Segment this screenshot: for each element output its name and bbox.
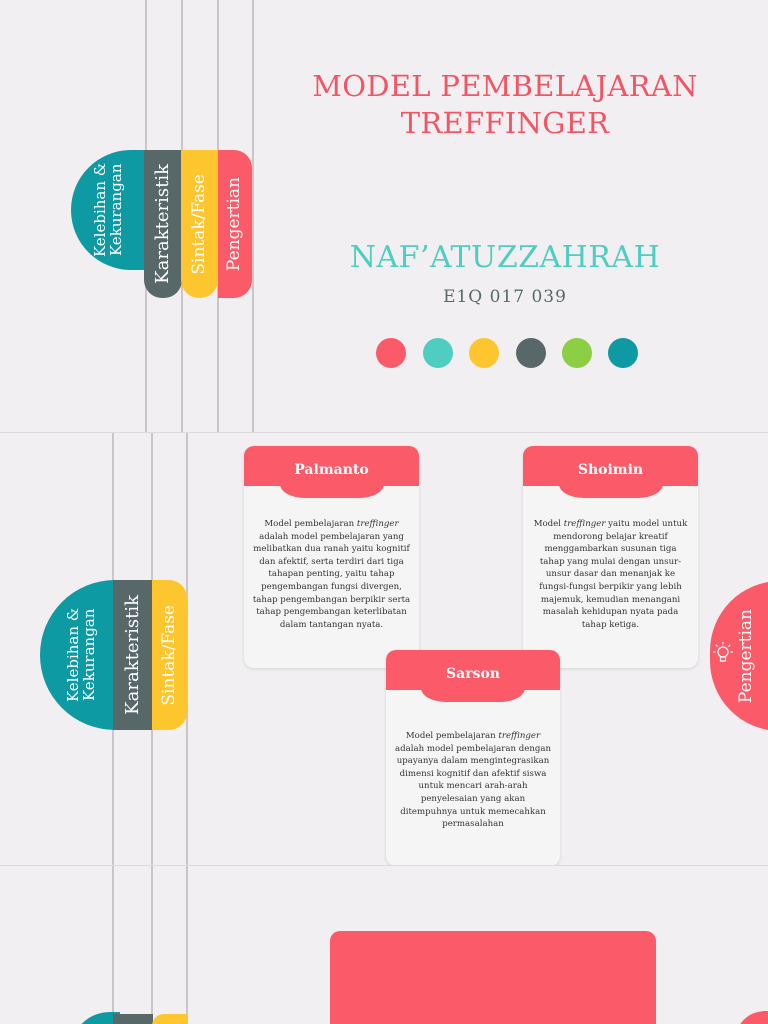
card-text-pre: Model pembelajaran <box>264 519 357 529</box>
card-text-pre: Model pembelajaran <box>405 731 499 741</box>
card-text-pre: Model <box>533 519 564 529</box>
card-text-em: treffinger <box>356 519 399 529</box>
card-source-name: Palmanto <box>294 462 369 478</box>
nav-tab-karakteristik-label: Karakteristik <box>151 164 173 284</box>
card-description <box>531 518 690 631</box>
nav-tab-kelebihan[interactable] <box>40 580 120 730</box>
content-card <box>330 931 656 1024</box>
nav-tab-sintak[interactable] <box>152 1014 187 1024</box>
card-source-name: Shoimin <box>577 462 644 478</box>
nav-tab-sintak[interactable] <box>181 150 218 298</box>
card-description <box>394 730 552 831</box>
palette-dot-slate <box>516 338 546 368</box>
card-text-post: adalah model pembelajaran dengan upayanya dalam mengintegrasikan dimensi kognitif dan afektif siswa untuk mencari arah-arah penyelesaian yang akan ditempuhnya untuk memecahkan permasalahan <box>394 743 552 830</box>
nav-line <box>151 866 153 1024</box>
definition-card <box>244 446 419 668</box>
palette-dot-aqua <box>423 338 453 368</box>
nav-tab-kelebihan-label: Kelebihan & Kekurangan <box>91 162 125 258</box>
nav-tab-sintak-label: Sintak/Fase <box>188 173 209 275</box>
nav-tab-pengertian[interactable] <box>218 150 252 298</box>
palette-dot-yellow <box>469 338 499 368</box>
title-slide <box>0 0 768 432</box>
nav-line <box>186 866 188 1024</box>
nav-tab-karakteristik[interactable] <box>113 580 153 730</box>
author-name: NAF’ATUZZAHRAH <box>349 240 661 275</box>
nav-tab-karakteristik[interactable] <box>144 150 182 298</box>
pengertian-slide <box>0 433 768 865</box>
card-text-em: treffinger <box>498 731 541 741</box>
lightbulb-icon <box>710 641 736 667</box>
card-header-tab <box>421 688 525 702</box>
nav-line <box>112 866 114 1024</box>
nav-tab-pengertian-label: Pengertian <box>224 176 245 272</box>
title-line-2: TREFFINGER <box>400 106 610 140</box>
nav-tab-sintak-label: Sintak/Fase <box>158 604 179 706</box>
nav-line <box>252 0 254 432</box>
card-text-post: yaitu model untuk mendorong belajar kreatif menggambarkan susunan tiga tahap yang mulai dengan unsur-unsur dasar dan menanjak ke fungsi-fungsi berpikir yang lebih majemuk, kemudian menangani masalah kehidupan nyata pada tahap ketiga. <box>539 519 688 630</box>
nav-tab-sintak[interactable] <box>152 580 187 730</box>
author-nim: E1Q 017 039 <box>443 287 567 307</box>
card-description <box>252 518 411 631</box>
card-text-post: adalah model pembelajaran yang melibatkan dua ranah yaitu kognitif dan afektif, serta terdiri dari tiga tahapan penting, yaitu tahap pengembangan fungsi divergen, tahap pengembangan berpikir serta tahap pengembangan keterlibatan dalam tantangan nyata. <box>252 531 411 630</box>
card-source-name: Sarson <box>446 666 500 682</box>
nav-tab-pengertian[interactable] <box>735 1011 768 1024</box>
presentation-title <box>290 68 720 142</box>
next-slide <box>0 866 768 1024</box>
definition-card <box>523 446 698 668</box>
title-line-1: MODEL PEMBELAJARAN <box>312 69 698 103</box>
palette-dot-teal <box>608 338 638 368</box>
card-header-tab <box>280 484 384 498</box>
palette-dot-red <box>376 338 406 368</box>
nav-tab-karakteristik[interactable] <box>113 1014 153 1024</box>
card-text-em: treffinger <box>563 519 606 529</box>
nav-tab-kelebihan-label: Kelebihan & Kekurangan <box>64 607 98 703</box>
nav-tab-pengertian-label: Pengertian <box>736 608 756 704</box>
nav-tab-karakteristik-label: Karakteristik <box>121 595 143 715</box>
card-header-tab <box>559 484 663 498</box>
definition-card <box>386 650 560 865</box>
palette-dot-green <box>562 338 592 368</box>
card-header-tab <box>403 969 583 997</box>
